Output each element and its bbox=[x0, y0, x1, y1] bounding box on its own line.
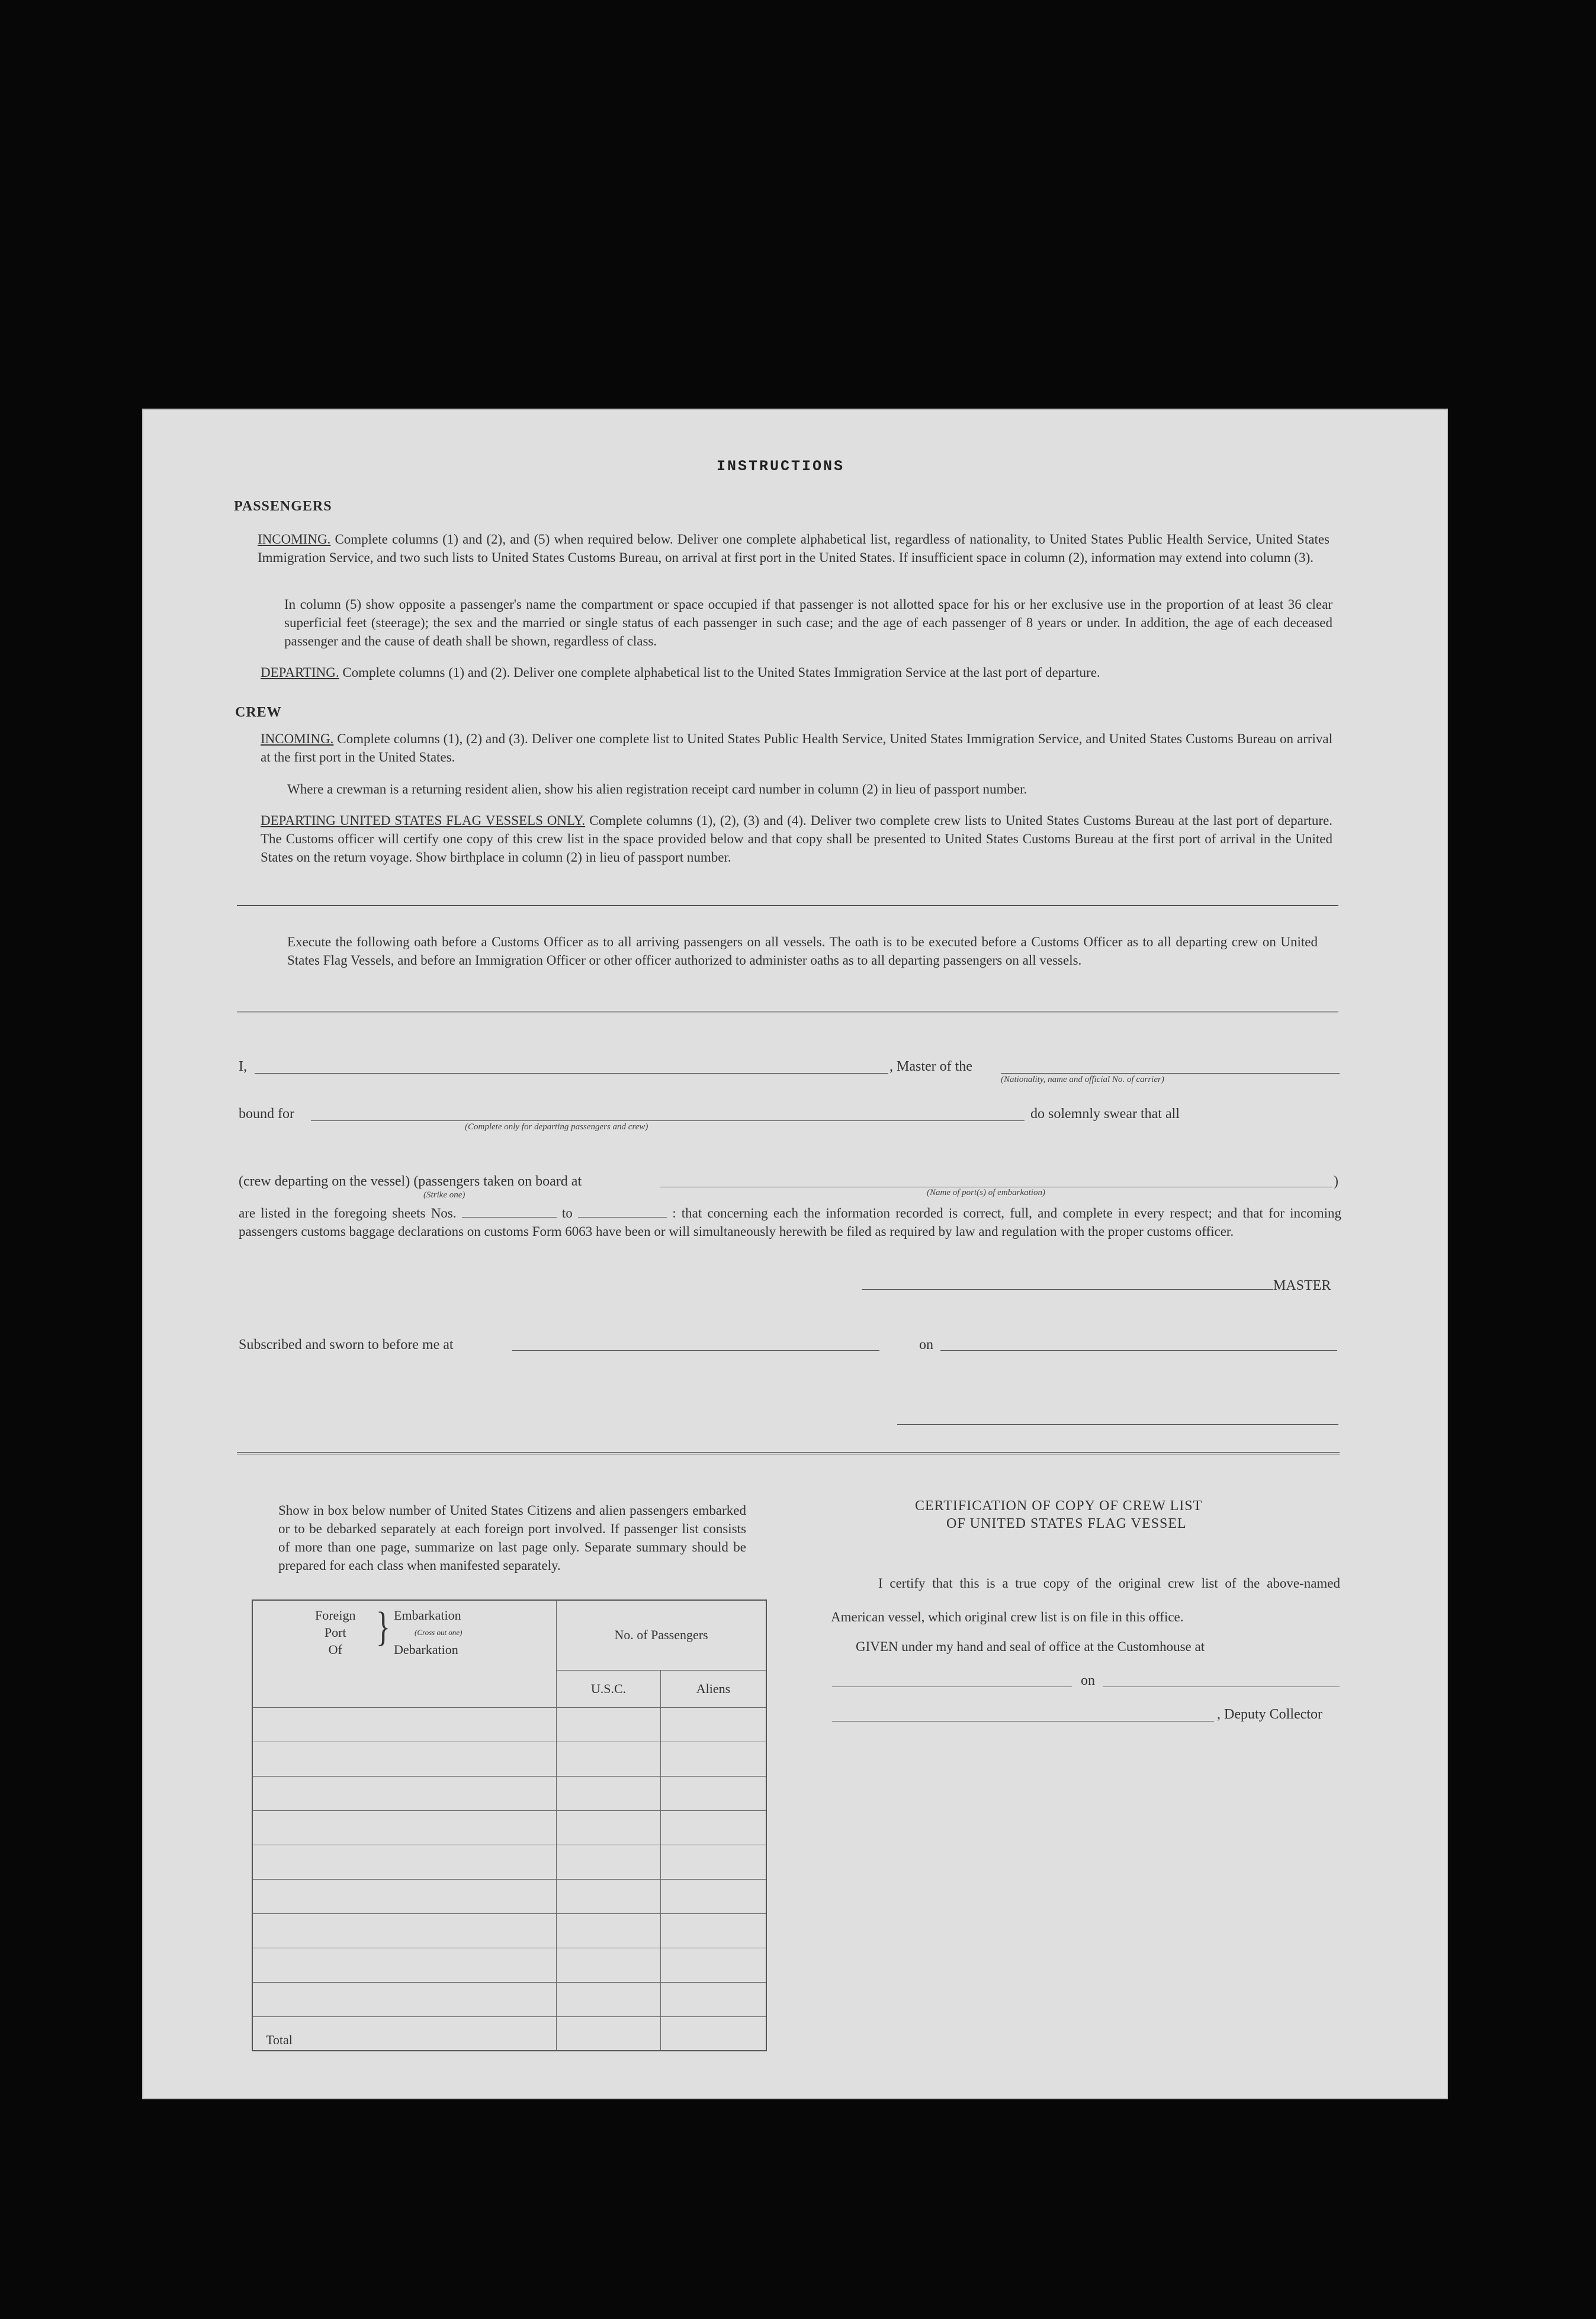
passengers-column5: In column (5) show opposite a passenger's name the compartment or space occupied if that passenger is not allotted space for his or her exclusive use in the proportion of at least 36 clear superficial feet (steerage); the sex and the married or single status of each passenger in such case; and the age of each passenger of 8 years or under. In addition, the age of each deceased passenger and the cause of death shall be shown, regardless of class. bbox=[284, 597, 1332, 648]
passenger-summary-table bbox=[252, 1599, 767, 2051]
to-label: to bbox=[561, 1206, 573, 1220]
total-row bbox=[252, 2016, 766, 2051]
passengers-departing bbox=[261, 663, 1332, 682]
swear-label: do solemnly swear that all bbox=[1030, 1106, 1180, 1122]
table-row bbox=[252, 1879, 766, 1913]
aliens-cell[interactable] bbox=[661, 1845, 767, 1879]
close-paren: ) bbox=[1334, 1174, 1338, 1189]
passengers-incoming-label: INCOMING. bbox=[258, 532, 331, 547]
header-usc: U.S.C. bbox=[557, 1670, 661, 1707]
divider-3 bbox=[237, 1452, 1340, 1454]
aliens-cell[interactable] bbox=[661, 1742, 767, 1776]
divider-1 bbox=[237, 905, 1338, 906]
table-row bbox=[252, 1948, 766, 1982]
table-row bbox=[252, 1982, 766, 2016]
crew-incoming bbox=[261, 730, 1332, 766]
crew-heading: CREW bbox=[235, 705, 282, 720]
master-of-label: , Master of the bbox=[889, 1059, 972, 1074]
aliens-cell[interactable] bbox=[661, 1982, 767, 2016]
crew-incoming-text: Complete columns (1), (2) and (3). Deliver one complete list to United States Public Health Service, United States Immigration Service, and United States Customs Bureau on arrival at the first port in the United States. bbox=[261, 731, 1332, 765]
subscribed-on-label: on bbox=[919, 1337, 933, 1353]
deputy-label: , Deputy Collector bbox=[1217, 1707, 1322, 1722]
passengers-incoming-text: Complete columns (1) and (2), and (5) when required below. Deliver one complete alphabetical list, regardless of nationality, to United States Public Health Service, United States Immigration Service, and two such lists to United States Customs Bureau, on arrival at first port in the United States. If insufficient space in column (2), information may extend into column (3). bbox=[258, 532, 1330, 565]
subscribed-label: Subscribed and sworn to before me at bbox=[239, 1337, 454, 1353]
port-cell[interactable] bbox=[252, 1879, 557, 1913]
certification-text: I certify that this is a true copy of the original crew list of the above-named American vessel, which original crew list is on file in this office. bbox=[831, 1576, 1340, 1624]
header-of: Of bbox=[328, 1642, 342, 1657]
port-cell[interactable] bbox=[252, 1913, 557, 1948]
usc-cell[interactable] bbox=[557, 1776, 661, 1810]
usc-cell[interactable] bbox=[557, 1948, 661, 1982]
header-no-passengers: No. of Passengers bbox=[557, 1600, 767, 1670]
usc-cell[interactable] bbox=[557, 1982, 661, 2016]
listed-paragraph bbox=[239, 1204, 1341, 1241]
table-row bbox=[252, 1913, 766, 1948]
officer-signature-field[interactable] bbox=[897, 1424, 1338, 1425]
form-sheet bbox=[142, 409, 1448, 2099]
bound-for-field[interactable] bbox=[311, 1120, 1025, 1121]
sheet-from-field[interactable] bbox=[462, 1217, 557, 1218]
table-row bbox=[252, 1742, 766, 1776]
page-title: INSTRUCTIONS bbox=[717, 458, 845, 475]
port-cell[interactable] bbox=[252, 1707, 557, 1742]
table-row bbox=[252, 1707, 766, 1742]
passengers-departing-text: Complete columns (1) and (2). Deliver one complete alphabetical list to the United States Immigration Service at the last port of departure. bbox=[342, 665, 1100, 680]
aliens-cell[interactable] bbox=[661, 1810, 767, 1845]
header-cross-out: (Cross out one) bbox=[415, 1628, 463, 1637]
strike-out-hint: (Strike one) bbox=[423, 1190, 465, 1200]
crew-departing-label: DEPARTING UNITED STATES FLAG VESSELS ONLY. bbox=[261, 813, 586, 828]
header-port: Port bbox=[324, 1625, 346, 1640]
total-aliens-cell[interactable] bbox=[661, 2016, 767, 2051]
port-cell[interactable] bbox=[252, 1948, 557, 1982]
passengers-incoming bbox=[258, 530, 1330, 567]
table-row bbox=[252, 1776, 766, 1810]
passengers-heading: PASSENGERS bbox=[234, 499, 332, 514]
crew-incoming-label: INCOMING. bbox=[261, 731, 334, 746]
master-label: MASTER bbox=[1273, 1278, 1331, 1293]
certification-on-label: on bbox=[1081, 1673, 1095, 1688]
usc-cell[interactable] bbox=[557, 1810, 661, 1845]
embarkation-hint: (Name of port(s) of embarkation) bbox=[927, 1188, 1045, 1197]
master-name-field[interactable] bbox=[255, 1073, 888, 1074]
master-signature-field[interactable] bbox=[862, 1289, 1273, 1290]
header-aliens: Aliens bbox=[661, 1670, 767, 1707]
table-row bbox=[252, 1845, 766, 1879]
summary-instruction: Show in box below number of United States Citizens and alien passengers embarked or to be debarked separately at each foreign port involved. If passenger list consists of more than one page, summarize on last page only. Separate summary should be prepared for each class when manifested separately. bbox=[278, 1503, 746, 1573]
passengers-departing-label: DEPARTING. bbox=[261, 665, 339, 680]
header-port-cell bbox=[252, 1600, 557, 1707]
crew-departing bbox=[261, 811, 1332, 866]
table-row bbox=[252, 1810, 766, 1845]
crew-departing-text: Complete columns (1), (2), (3) and (4). Deliver two complete crew lists to United States Customs Bureau at the last port of departure. The Customs officer will certify one copy of this crew list in the space provided below and that copy shall be presented to United States Customs Bureau at the first port of arrival in the United States on the return voyage. Show birthplace in column (2) in lieu of passport number. bbox=[261, 813, 1333, 865]
header-debarkation: Debarkation bbox=[394, 1642, 458, 1657]
bound-for-label: bound for bbox=[239, 1106, 294, 1122]
usc-cell[interactable] bbox=[557, 1879, 661, 1913]
total-usc-cell[interactable] bbox=[557, 2016, 661, 2051]
aliens-cell[interactable] bbox=[661, 1776, 767, 1810]
carrier-hint: (Nationality, name and official No. of carrier) bbox=[1001, 1075, 1164, 1084]
header-foreign: Foreign bbox=[315, 1608, 356, 1623]
given-text: GIVEN under my hand and seal of office at the Customhouse at bbox=[856, 1639, 1205, 1654]
oath-instruction: Execute the following oath before a Customs Officer as to all arriving passengers on all vessels. The oath is to be executed before a Customs Officer as to all departing crew on United States Flag Vessels, and before an Immigration Officer or other officer authorized to administer oaths as to all departing passengers on all vessels. bbox=[287, 934, 1318, 968]
certification-title-2: OF UNITED STATES FLAG VESSEL bbox=[946, 1516, 1187, 1531]
aliens-cell[interactable] bbox=[661, 1707, 767, 1742]
oath-i-label: I, bbox=[239, 1059, 247, 1074]
listed-label: are listed in the foregoing sheets Nos. bbox=[239, 1206, 457, 1220]
carrier-field[interactable] bbox=[1001, 1073, 1340, 1074]
subscribed-place-field[interactable] bbox=[512, 1350, 879, 1351]
crew-resident: Where a crewman is a returning resident alien, show his alien registration receipt card number in column (2) in lieu of passport number. bbox=[287, 782, 1027, 796]
port-cell[interactable] bbox=[252, 1776, 557, 1810]
usc-cell[interactable] bbox=[557, 1913, 661, 1948]
aliens-cell[interactable] bbox=[661, 1913, 767, 1948]
certification-title-1: CERTIFICATION OF COPY OF CREW LIST bbox=[915, 1498, 1203, 1514]
port-cell[interactable] bbox=[252, 1982, 557, 2016]
departing-hint: (Complete only for departing passengers and crew) bbox=[465, 1122, 648, 1132]
brace-icon: } bbox=[376, 1602, 390, 1650]
subscribed-date-field[interactable] bbox=[940, 1350, 1337, 1351]
usc-cell[interactable] bbox=[557, 1742, 661, 1776]
usc-cell[interactable] bbox=[557, 1707, 661, 1742]
port-cell[interactable] bbox=[252, 1742, 557, 1776]
port-cell[interactable] bbox=[252, 1845, 557, 1879]
usc-cell[interactable] bbox=[557, 1845, 661, 1879]
aliens-cell[interactable] bbox=[661, 1879, 767, 1913]
aliens-cell[interactable] bbox=[661, 1948, 767, 1982]
port-cell[interactable] bbox=[252, 1810, 557, 1845]
divider-2 bbox=[237, 1011, 1338, 1013]
listed-rest: : that concerning each the information recorded is correct, full, and complete in every respect; and that for incoming passengers customs baggage declarations on customs Form 6063 have been or will simultaneously herewith be filed as required by law and regulation with the proper customs officer. bbox=[239, 1206, 1342, 1239]
crew-departing-label: (crew departing on the vessel) (passengers taken on board at bbox=[239, 1174, 582, 1189]
sheet-to-field[interactable] bbox=[578, 1217, 667, 1218]
header-embarkation: Embarkation bbox=[394, 1608, 461, 1623]
total-label: Total bbox=[252, 2016, 557, 2051]
